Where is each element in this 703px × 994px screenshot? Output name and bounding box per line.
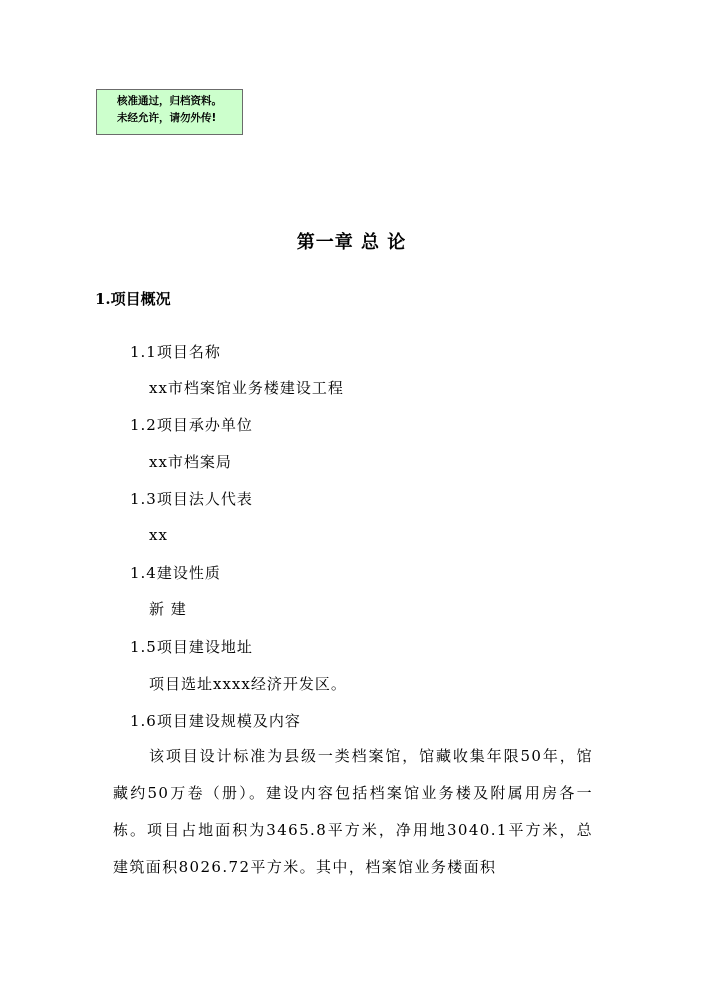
item-heading-address: 1.5项目建设地址 — [130, 638, 253, 656]
item-content-unit: xx市档案局 — [149, 453, 232, 471]
stamp-line-2: 未经允许，请勿外传! — [117, 112, 217, 124]
confidentiality-stamp — [96, 89, 243, 135]
item-content-address: 项目选址xxxx经济开发区。 — [149, 675, 347, 693]
item-content-representative: xx — [149, 526, 168, 544]
scale-paragraph: 该项目设计标准为县级一类档案馆，馆藏收集年限50年，馆藏约50万卷（册）。建设内容包括档案馆业务楼及附属用房各一栋。项目占地面积为3465.8平方米，净用地3040.1平方米，总建筑面积8026.72平方米。其中，档案馆业务楼面积 — [113, 747, 593, 876]
item-content-nature: 新 建 — [149, 600, 187, 618]
item-heading-scale: 1.6项目建设规模及内容 — [130, 712, 301, 730]
item-heading-representative: 1.3项目法人代表 — [130, 490, 253, 508]
item-content-name: xx市档案馆业务楼建设工程 — [149, 379, 344, 397]
item-heading-name: 1.1项目名称 — [130, 343, 221, 361]
section-title: 1.项目概况 — [95, 290, 171, 308]
item-heading-nature: 1.4建设性质 — [130, 564, 221, 582]
stamp-line-1: 核准通过，归档资料。 — [117, 95, 222, 107]
chapter-title: 第一章 总 论 — [296, 232, 407, 253]
item-heading-unit: 1.2项目承办单位 — [130, 416, 253, 434]
